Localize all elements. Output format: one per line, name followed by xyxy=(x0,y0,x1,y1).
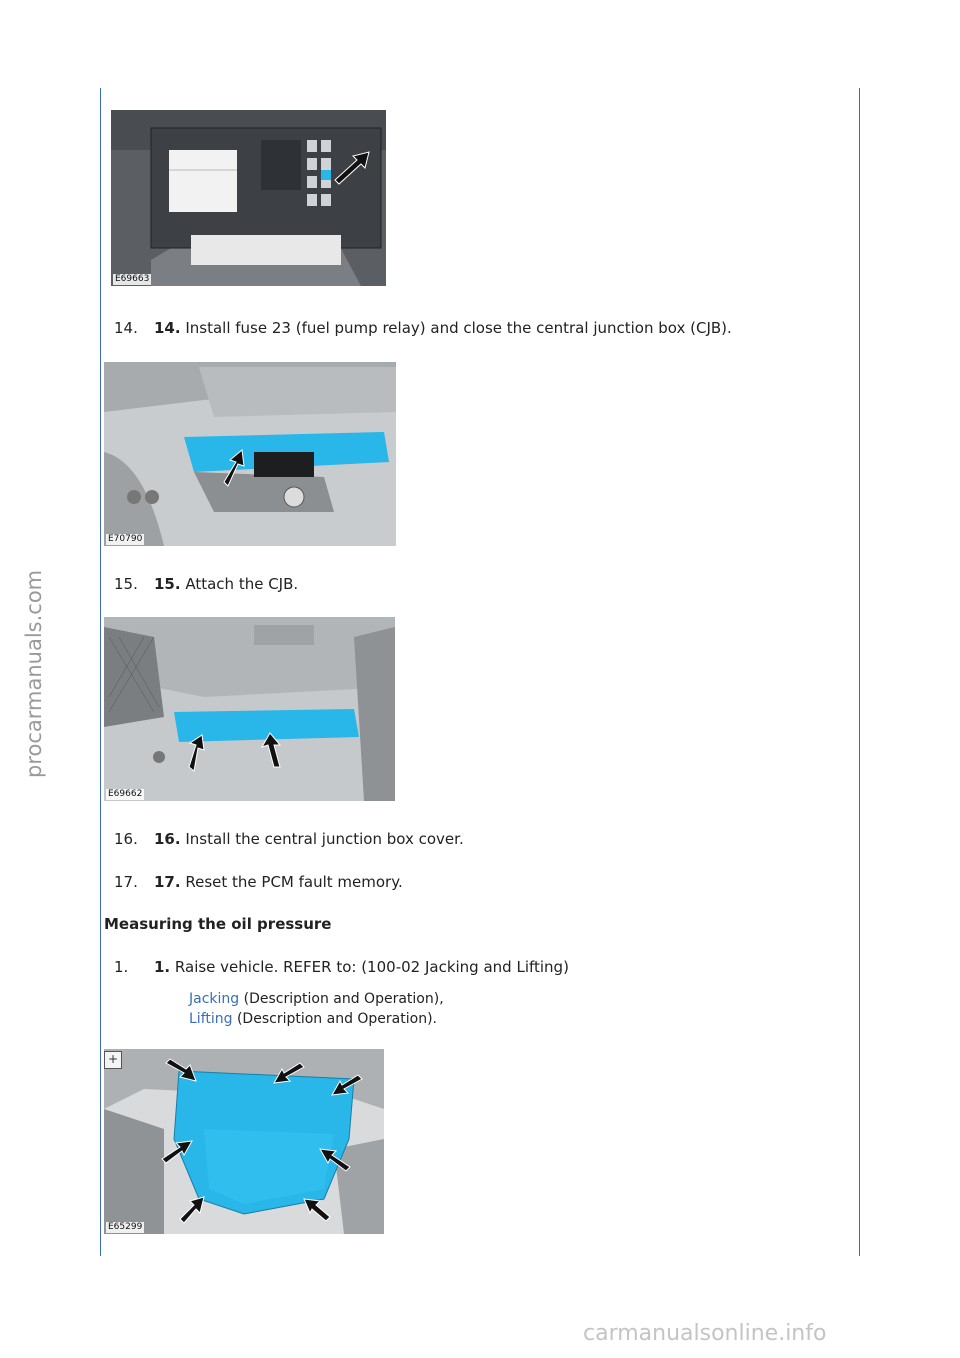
right-border-line xyxy=(859,88,860,1256)
cjb-cover-illustration xyxy=(104,617,395,801)
figure-cjb-fuse xyxy=(111,110,386,286)
figure-code: E69662 xyxy=(108,789,143,799)
watermark-left: procarmanuals.com xyxy=(22,569,46,778)
watermark-bottom: carmanualsonline.info xyxy=(583,1321,827,1346)
figure-code: E69663 xyxy=(115,274,150,284)
figure-code: E70790 xyxy=(108,534,143,544)
step-14: 14. 14. Install fuse 23 (fuel pump relay) and close the central junction box (CJB). xyxy=(114,319,732,337)
figure-cjb-cover xyxy=(104,617,395,801)
step-1: 1. 1. Raise vehicle. REFER to: (100-02 Jacking and Lifting) xyxy=(114,958,569,976)
figure-underbody-shield xyxy=(104,1049,384,1234)
reference-lifting: Lifting (Description and Operation). xyxy=(189,1011,437,1027)
step-15: 15. 15. Attach the CJB. xyxy=(114,575,299,593)
attach-cjb-illustration xyxy=(104,362,396,546)
figure-code: E65299 xyxy=(108,1222,143,1232)
lifting-link[interactable]: Lifting xyxy=(189,1011,233,1027)
step-17: 17. 17. Reset the PCM fault memory. xyxy=(114,873,403,891)
cjb-fuse-illustration xyxy=(111,110,386,286)
section-heading: Measuring the oil pressure xyxy=(104,915,332,933)
step-16: 16. 16. Install the central junction box cover. xyxy=(114,830,464,848)
left-border-line xyxy=(100,88,101,1256)
zoom-in-icon[interactable]: + xyxy=(104,1051,122,1069)
jacking-link[interactable]: Jacking xyxy=(189,991,240,1007)
reference-jacking: Jacking (Description and Operation), xyxy=(189,991,444,1007)
figure-attach-cjb xyxy=(104,362,396,546)
underbody-shield-illustration xyxy=(104,1049,384,1234)
